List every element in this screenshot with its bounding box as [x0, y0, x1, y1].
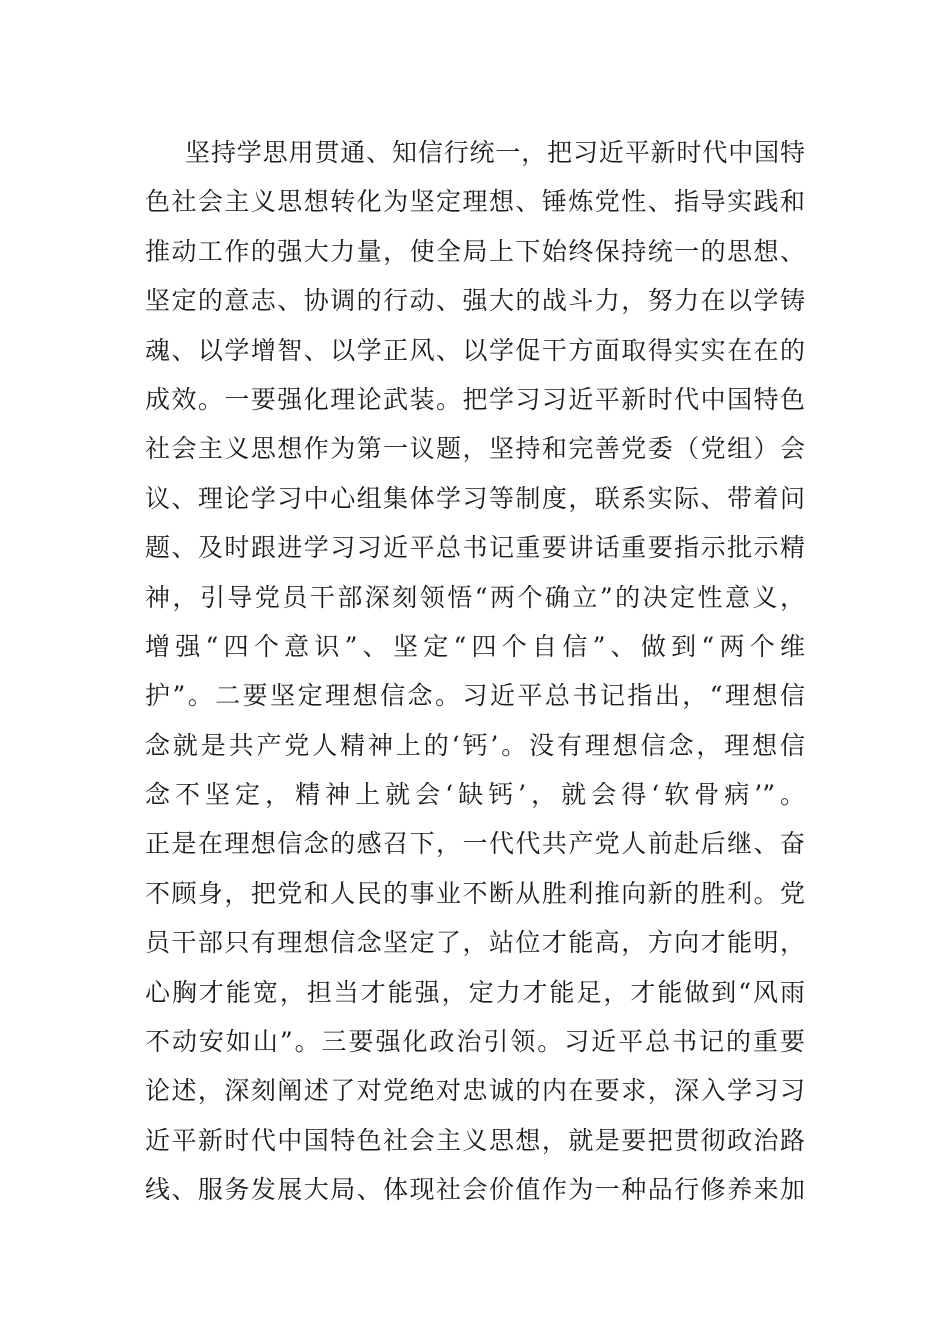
paragraph-line: 正是在理想信念的感召下，一代代共产党人前赴后继、奋	[145, 829, 805, 859]
paragraph-line: 增强“四个意识”、坚定“四个自信”、做到“两个维	[145, 631, 805, 661]
paragraph-line: 坚持学思用贯通、知信行统一，把习近平新时代中国特	[185, 138, 805, 167]
paragraph-line: 成效。一要强化理论武装。把学习习近平新时代中国特色	[145, 384, 805, 414]
paragraph-line: 近平新时代中国特色社会主义思想，就是要把贯彻政治路	[145, 1125, 805, 1155]
paragraph-line: 社会主义思想作为第一议题，坚持和完善党委（党组）会	[145, 434, 805, 464]
paragraph-line: 不动安如山”。三要强化政治引领。习近平总书记的重要	[145, 1027, 805, 1057]
paragraph-line: 念就是共产党人精神上的‘钙’。没有理想信念，理想信	[145, 730, 805, 760]
paragraph-line: 不顾身，把党和人民的事业不断从胜利推向新的胜利。党	[145, 878, 805, 908]
paragraph-line: 论述，深刻阐述了对党绝对忠诚的内在要求，深入学习习	[145, 1076, 805, 1106]
paragraph-line: 线、服务发展大局、体现社会价值作为一种品行修养来加	[145, 1175, 805, 1205]
paragraph-line: 魂、以学增智、以学正风、以学促干方面取得实实在在的	[145, 335, 805, 365]
paragraph-line: 题、及时跟进学习习近平总书记重要讲话重要指示批示精	[145, 533, 805, 563]
paragraph-line: 坚定的意志、协调的行动、强大的战斗力，努力在以学铸	[145, 286, 805, 316]
paragraph-line: 念不坚定，精神上就会‘缺钙’，就会得‘软骨病’”。	[145, 780, 805, 810]
paragraph-line: 护”。二要坚定理想信念。习近平总书记指出，“理想信	[145, 681, 805, 711]
paragraph-line: 心胸才能宽，担当才能强，定力才能足，才能做到“风雨	[145, 977, 805, 1007]
paragraph-line: 推动工作的强大力量，使全局上下始终保持统一的思想、	[145, 236, 805, 266]
body-paragraph	[145, 128, 805, 1215]
paragraph-line: 色社会主义思想转化为坚定理想、锤炼党性、指导实践和	[145, 187, 805, 217]
paragraph-line: 议、理论学习中心组集体学习等制度，联系实际、带着问	[145, 483, 805, 513]
paragraph-line: 员干部只有理想信念坚定了，站位才能高，方向才能明，	[145, 928, 805, 958]
paragraph-line: 神，引导党员干部深刻领悟“两个确立”的决定性意义，	[145, 582, 805, 612]
